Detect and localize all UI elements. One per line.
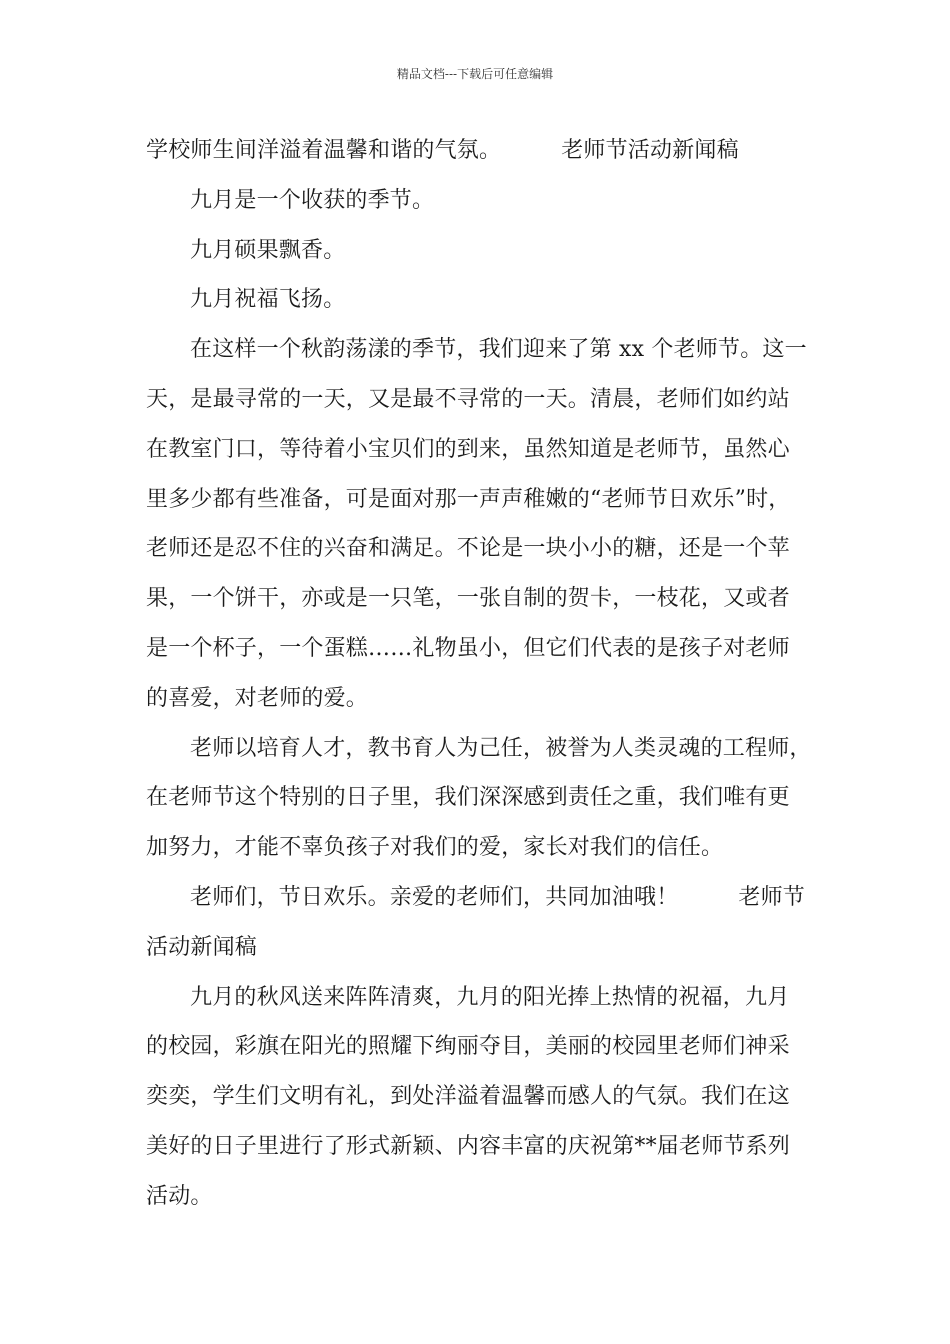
section-heading: 老师节活动新闻稿 xyxy=(561,138,739,163)
text-line: 美好的日子里进行了形式新颖、内容丰富的庆祝第**届老师节系列 xyxy=(146,1133,791,1159)
section-heading: 老师节 xyxy=(738,884,806,910)
text-line: 的校园，彩旗在阳光的照耀下绚丽夺目，美丽的校园里老师们神采 xyxy=(146,1034,790,1060)
text-segment: 老师们，节日欢乐。亲爱的老师们，共同加油哦！ xyxy=(190,884,679,910)
text-line: 老师还是忍不住的兴奋和满足。不论是一块小小的糖，还是一个苹 xyxy=(146,536,790,562)
text-line: 是一个杯子，一个蛋糕……礼物虽小，但它们代表的是孩子对老师 xyxy=(146,635,790,661)
text-line: 天，是最寻常的一天，又是最不寻常的一天。清晨，老师们如约站 xyxy=(146,386,790,412)
text-line: 在老师节这个特别的日子里，我们深深感到责任之重，我们唯有更 xyxy=(146,785,790,811)
text-line: 九月祝福飞扬。 xyxy=(190,287,346,313)
text-line: 里多少都有些准备，可是面对那一声声稚嫩的“老师节日欢乐”时， xyxy=(146,486,791,512)
text-segment: 学校师生间洋溢着温馨和谐的气氛。 xyxy=(146,138,502,163)
text-line: 的喜爱，对老师的爱。 xyxy=(146,685,369,711)
text-line: 九月是一个收获的季节。 xyxy=(190,187,435,213)
text-line: 加努力，才能不辜负孩子对我们的爱，家长对我们的信任。 xyxy=(146,835,724,861)
text-line: 活动新闻稿 xyxy=(146,934,258,960)
page-header: 精品文档---下载后可任意编辑 xyxy=(396,67,554,81)
document-body xyxy=(146,126,812,1222)
text-line: 在教室门口，等待着小宝贝们的到来，虽然知道是老师节，虽然心 xyxy=(146,436,790,462)
text-line: 九月硕果飘香。 xyxy=(190,237,346,263)
text-line: 九月的秋风送来阵阵清爽，九月的阳光捧上热情的祝福，九月 xyxy=(190,984,790,1010)
text-line: 活动。 xyxy=(146,1183,213,1209)
text-line: 老师以培育人才，教书育人为己任，被誉为人类灵魂的工程师， xyxy=(190,735,812,761)
text-line: 果，一个饼干，亦或是一只笔，一张自制的贺卡，一枝花，又或者 xyxy=(146,586,790,612)
text-line xyxy=(146,873,808,923)
text-line: 在这样一个秋韵荡漾的季节，我们迎来了第 xx 个老师节。这一 xyxy=(190,337,807,363)
text-line: 奕奕，学生们文明有礼，到处洋溢着温馨而感人的气氛。我们在这 xyxy=(146,1084,790,1110)
text-line xyxy=(146,126,808,176)
